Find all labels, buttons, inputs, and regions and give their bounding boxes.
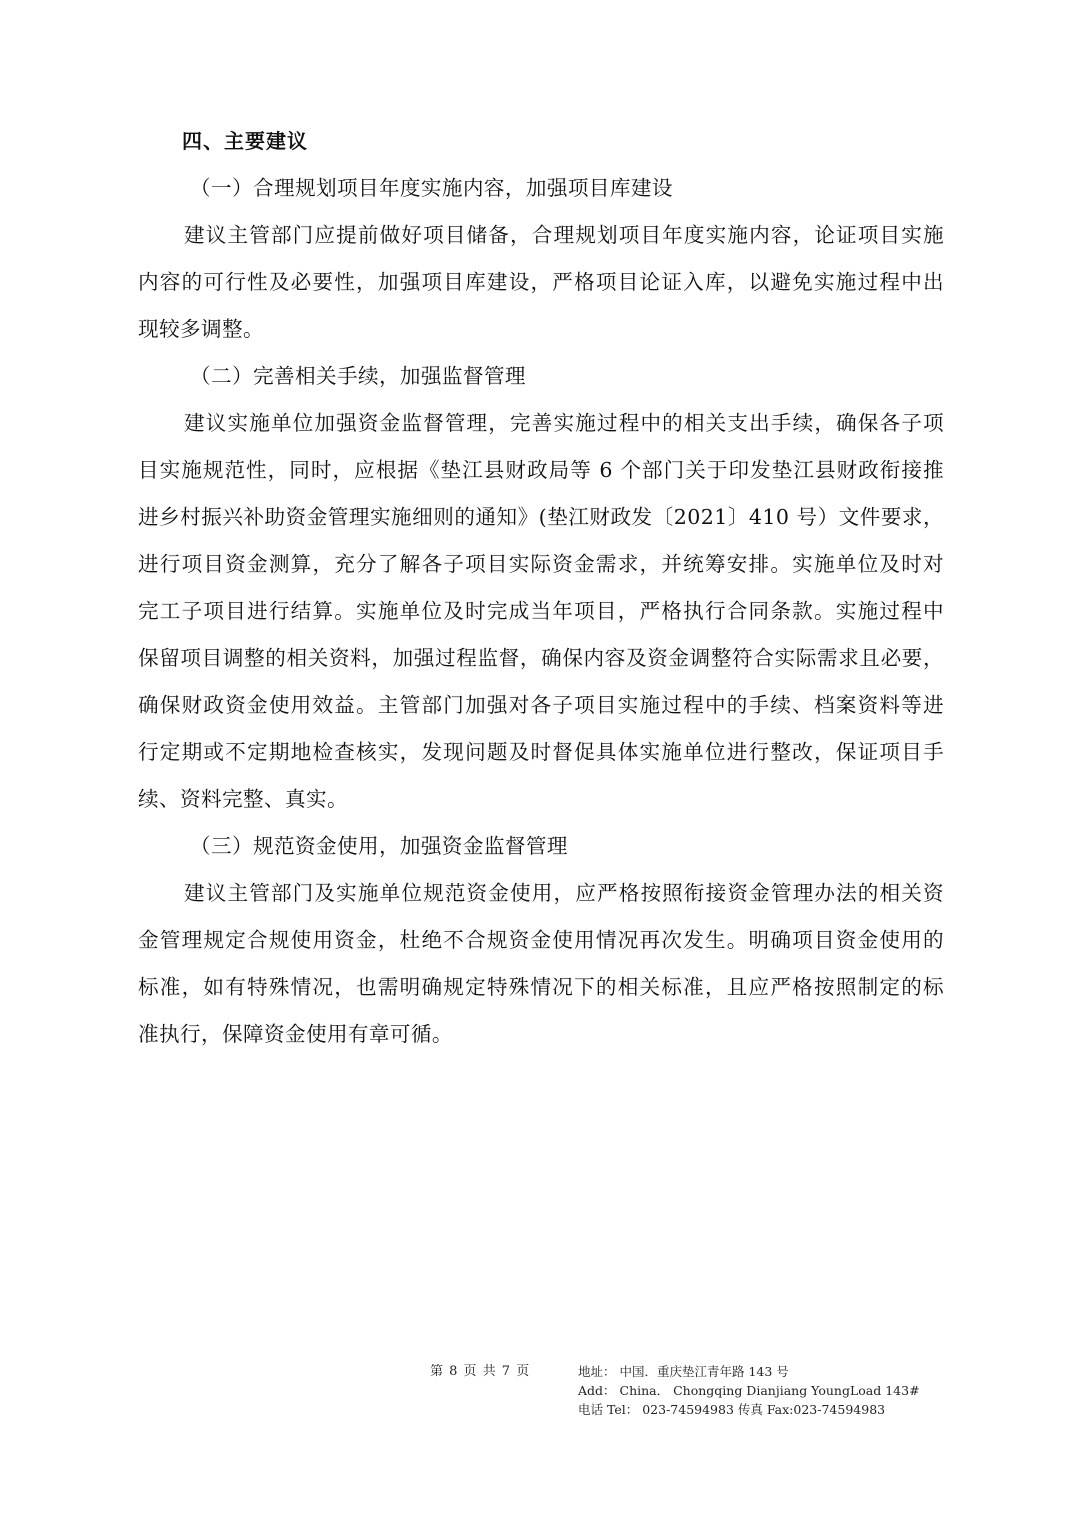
subsection-title-2: （二）完善相关手续，加强监督管理 bbox=[190, 364, 526, 388]
paragraph-line: 建议主管部门及实施单位规范资金使用，应严格按照衔接资金管理办法的相关资 bbox=[184, 881, 944, 905]
paragraph-line: 确保财政资金使用效益。主管部门加强对各子项目实施过程中的手续、档案资料等进 bbox=[138, 693, 944, 717]
paragraph-line: 完工子项目进行结算。实施单位及时完成当年项目，严格执行合同条款。实施过程中 bbox=[138, 599, 944, 623]
paragraph-line: 现较多调整。 bbox=[138, 317, 264, 341]
section-heading: 四、主要建议 bbox=[182, 129, 308, 153]
subsection-title-3: （三）规范资金使用，加强资金监督管理 bbox=[190, 834, 568, 858]
paragraph-line: 进行项目资金测算，充分了解各子项目实际资金需求，并统筹安排。实施单位及时对 bbox=[138, 552, 944, 576]
paragraph-line: 准执行，保障资金使用有章可循。 bbox=[138, 1022, 453, 1046]
paragraph-line: 目实施规范性，同时，应根据《垫江县财政局等 6 个部门关于印发垫江县财政衔接推 bbox=[138, 458, 944, 482]
paragraph-line: 标准，如有特殊情况，也需明确规定特殊情况下的相关标准，且应严格按照制定的标 bbox=[138, 975, 944, 999]
subsection-title-1: （一）合理规划项目年度实施内容，加强项目库建设 bbox=[190, 176, 673, 200]
paragraph-line: 行定期或不定期地检查核实，发现问题及时督促具体实施单位进行整改，保证项目手 bbox=[138, 740, 944, 764]
footer-contact bbox=[578, 1362, 920, 1419]
paragraph-line: 建议主管部门应提前做好项目储备，合理规划项目年度实施内容，论证项目实施 bbox=[184, 223, 944, 247]
paragraph-line: 内容的可行性及必要性，加强项目库建设，严格项目论证入库，以避免实施过程中出 bbox=[138, 270, 944, 294]
footer-address-cn: 地址： 中国．重庆垫江青年路 143 号 bbox=[578, 1364, 789, 1379]
paragraph-line: 金管理规定合规使用资金，杜绝不合规资金使用情况再次发生。明确项目资金使用的 bbox=[138, 928, 944, 952]
footer-address-en: Add： China． Chongqing Dianjiang YoungLoad 143# bbox=[578, 1383, 920, 1398]
paragraph-line: 建议实施单位加强资金监督管理，完善实施过程中的相关支出手续，确保各子项 bbox=[184, 411, 944, 435]
document-body bbox=[138, 118, 944, 1058]
footer-page-number: 第 8 页 共 7 页 bbox=[430, 1364, 531, 1379]
footer-phone-fax: 电话 Tel： 023-74594983 传真 Fax:023-74594983 bbox=[578, 1402, 886, 1417]
paragraph-line: 进乡村振兴补助资金管理实施细则的通知》(垫江财政发〔2021〕410 号）文件要求， bbox=[138, 505, 944, 529]
paragraph-line: 保留项目调整的相关资料，加强过程监督，确保内容及资金调整符合实际需求且必要， bbox=[138, 646, 944, 670]
paragraph-line: 续、资料完整、真实。 bbox=[138, 787, 348, 811]
